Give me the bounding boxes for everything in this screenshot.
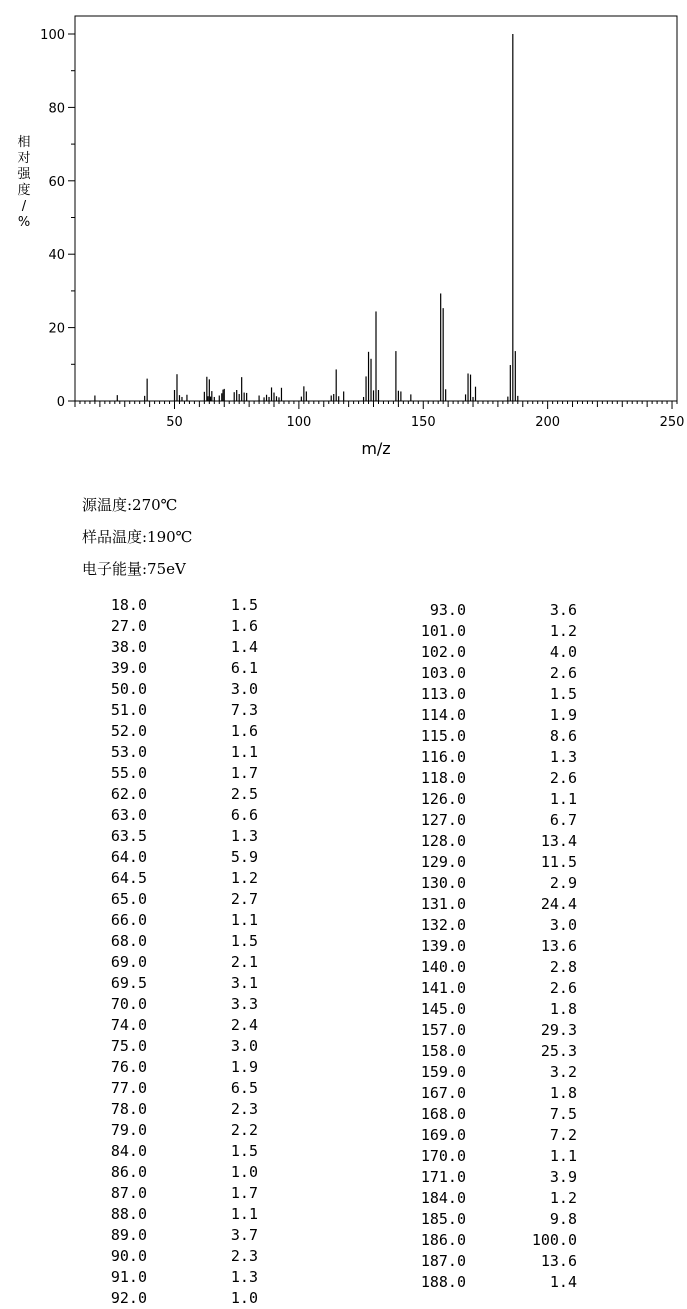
peak-mz: 141.0 [420, 979, 466, 997]
peak-intensity: 3.0 [549, 916, 577, 934]
peak-mz: 66.0 [110, 911, 147, 929]
peak-mz: 63.5 [110, 827, 147, 845]
peak-mz: 185.0 [420, 1210, 466, 1228]
peak-mz: 18.0 [110, 596, 147, 614]
peak-mz: 171.0 [420, 1168, 466, 1186]
peak-mz: 52.0 [110, 722, 147, 740]
peak-intensity: 1.1 [230, 1205, 258, 1223]
peak-mz: 86.0 [110, 1163, 147, 1181]
peak-mz: 145.0 [420, 1000, 466, 1018]
peak-mz: 140.0 [420, 958, 466, 976]
peak-mz: 84.0 [110, 1142, 147, 1160]
y-tick-label: 0 [56, 395, 65, 410]
peak-mz: 101.0 [420, 622, 466, 640]
peak-intensity: 1.3 [549, 748, 577, 766]
peak-intensity: 5.9 [230, 848, 258, 866]
x-tick-label: 50 [166, 415, 183, 430]
peak-mz: 103.0 [420, 664, 466, 682]
electron-energy: 电子能量:75eV [82, 560, 186, 578]
peak-intensity: 1.5 [230, 932, 258, 950]
peak-mz: 69.5 [110, 974, 147, 992]
peak-intensity: 2.6 [549, 769, 577, 787]
peak-mz: 70.0 [110, 995, 147, 1013]
peak-intensity: 3.2 [549, 1063, 577, 1081]
peak-mz: 76.0 [110, 1058, 147, 1076]
peak-mz: 116.0 [420, 748, 466, 766]
peak-mz: 118.0 [420, 769, 466, 787]
peak-mz: 128.0 [420, 832, 466, 850]
x-tick-label: 100 [286, 415, 312, 430]
peak-intensity: 25.3 [540, 1042, 577, 1060]
y-axis-label [17, 134, 31, 230]
peak-mz: 169.0 [420, 1126, 466, 1144]
peak-mz: 130.0 [420, 874, 466, 892]
peak-intensity: 6.1 [230, 659, 258, 677]
peak-intensity: 1.5 [230, 1142, 258, 1160]
peak-mz: 77.0 [110, 1079, 147, 1097]
tick-labels [40, 28, 684, 430]
peak-intensity: 1.8 [549, 1084, 577, 1102]
peak-mz: 65.0 [110, 890, 147, 908]
peak-mz: 91.0 [110, 1268, 147, 1286]
peak-mz: 184.0 [420, 1189, 466, 1207]
peak-intensity: 1.1 [549, 790, 577, 808]
peak-mz: 139.0 [420, 937, 466, 955]
peak-intensity: 6.5 [230, 1079, 258, 1097]
peak-intensity: 1.0 [230, 1289, 258, 1307]
peak-mz: 129.0 [420, 853, 466, 871]
peak-intensity: 6.7 [549, 811, 577, 829]
peak-mz: 87.0 [110, 1184, 147, 1202]
peak-mz: 167.0 [420, 1084, 466, 1102]
peak-intensity: 4.0 [549, 643, 577, 661]
peak-intensity: 1.1 [549, 1147, 577, 1165]
peak-intensity: 1.9 [549, 706, 577, 724]
peak-intensity: 3.0 [230, 1037, 258, 1055]
peak-intensity: 1.2 [230, 869, 258, 887]
peak-mz: 127.0 [420, 811, 466, 829]
y-tick-label: 60 [48, 174, 65, 190]
peak-mz: 50.0 [110, 680, 147, 698]
peak-mz: 75.0 [110, 1037, 147, 1055]
peak-mz: 39.0 [110, 659, 147, 677]
peak-mz: 126.0 [420, 790, 466, 808]
mass-spectrum-chart [0, 0, 687, 470]
peak-mz: 74.0 [110, 1016, 147, 1034]
sample-temperature: 样品温度:190℃ [82, 528, 193, 546]
peak-intensity: 1.4 [549, 1273, 577, 1291]
peak-intensity: 24.4 [540, 895, 577, 913]
peak-mz: 157.0 [420, 1021, 466, 1039]
peak-mz: 51.0 [110, 701, 147, 719]
x-axis-label: m/z [361, 439, 391, 458]
peak-mz: 79.0 [110, 1121, 147, 1139]
y-axis-label-char: 度 [17, 183, 31, 198]
peak-mz: 62.0 [110, 785, 147, 803]
peak-mz: 38.0 [110, 638, 147, 656]
peak-intensity: 1.9 [230, 1058, 258, 1076]
peak-intensity: 2.8 [549, 958, 577, 976]
peak-mz: 188.0 [420, 1273, 466, 1291]
peak-intensity: 2.9 [549, 874, 577, 892]
peak-mz: 88.0 [110, 1205, 147, 1223]
x-tick-label: 200 [535, 415, 561, 430]
peak-intensity: 2.7 [230, 890, 258, 908]
peak-intensity: 100.0 [531, 1231, 577, 1249]
peak-intensity: 8.6 [549, 727, 577, 745]
peak-mz: 55.0 [110, 764, 147, 782]
peak-intensity: 6.6 [230, 806, 258, 824]
y-axis-label-char: 强 [17, 167, 31, 182]
peak-intensity: 9.8 [549, 1210, 577, 1228]
peak-intensity: 2.3 [230, 1100, 258, 1118]
peak-mz: 93.0 [429, 601, 466, 619]
peak-intensity: 3.7 [230, 1226, 258, 1244]
peak-intensity: 2.6 [549, 979, 577, 997]
y-tick-label: 20 [48, 321, 65, 337]
y-tick-label: 100 [40, 28, 65, 43]
peak-intensity: 1.2 [549, 1189, 577, 1207]
source-temperature: 源温度:270℃ [82, 496, 178, 514]
peak-intensity: 3.1 [230, 974, 258, 992]
peak-intensity: 1.7 [230, 764, 258, 782]
axis-ticks [68, 34, 677, 409]
x-tick-label: 150 [410, 415, 436, 430]
peak-mz: 90.0 [110, 1247, 147, 1265]
peak-intensity: 1.1 [230, 911, 258, 929]
y-axis-label-char: 相 [17, 135, 31, 150]
peak-intensity: 7.5 [549, 1105, 577, 1123]
peak-intensity: 1.0 [230, 1163, 258, 1181]
peak-mz: 69.0 [110, 953, 147, 971]
peak-intensity: 1.6 [230, 617, 258, 635]
y-axis-label-char: % [17, 215, 31, 230]
peak-intensity: 2.5 [230, 785, 258, 803]
peak-mz: 27.0 [110, 617, 147, 635]
peak-intensity: 13.6 [540, 1252, 577, 1270]
peak-mz: 64.0 [110, 848, 147, 866]
peak-mz: 187.0 [420, 1252, 466, 1270]
peak-intensity: 3.6 [549, 601, 577, 619]
peak-mz: 63.0 [110, 806, 147, 824]
peak-intensity: 1.4 [230, 638, 258, 656]
peak-mz: 78.0 [110, 1100, 147, 1118]
peak-mz: 159.0 [420, 1063, 466, 1081]
peak-mz: 158.0 [420, 1042, 466, 1060]
peak-mz: 132.0 [420, 916, 466, 934]
y-axis-label-char: 对 [17, 151, 31, 166]
peak-intensity: 13.4 [540, 832, 577, 850]
peak-mz: 170.0 [420, 1147, 466, 1165]
peak-intensity: 3.0 [230, 680, 258, 698]
peak-intensity: 29.3 [540, 1021, 577, 1039]
peak-mz: 102.0 [420, 643, 466, 661]
peak-mz: 115.0 [420, 727, 466, 745]
peak-mz: 89.0 [110, 1226, 147, 1244]
peak-mz: 64.5 [110, 869, 147, 887]
peak-intensity: 11.5 [540, 853, 577, 871]
peak-intensity: 7.2 [549, 1126, 577, 1144]
peak-intensity: 1.7 [230, 1184, 258, 1202]
spectrum-peaks [95, 34, 518, 401]
peak-mz: 53.0 [110, 743, 147, 761]
peak-intensity: 2.1 [230, 953, 258, 971]
peak-intensity: 1.3 [230, 1268, 258, 1286]
peak-mz: 113.0 [420, 685, 466, 703]
peak-mz: 131.0 [420, 895, 466, 913]
peak-mz: 92.0 [110, 1289, 147, 1307]
peak-intensity: 2.3 [230, 1247, 258, 1265]
peak-intensity: 1.6 [230, 722, 258, 740]
peak-intensity: 13.6 [540, 937, 577, 955]
peak-intensity: 3.9 [549, 1168, 577, 1186]
peak-intensity: 1.5 [230, 596, 258, 614]
y-tick-label: 80 [48, 101, 65, 117]
x-tick-label: 250 [659, 415, 685, 430]
peak-mz: 114.0 [420, 706, 466, 724]
peak-mz: 68.0 [110, 932, 147, 950]
peak-intensity: 1.2 [549, 622, 577, 640]
peak-intensity: 1.5 [549, 685, 577, 703]
peak-intensity: 2.2 [230, 1121, 258, 1139]
peak-intensity: 1.3 [230, 827, 258, 845]
peak-intensity: 2.4 [230, 1016, 258, 1034]
peak-intensity: 7.3 [230, 701, 258, 719]
peak-intensity: 2.6 [549, 664, 577, 682]
peak-mz: 168.0 [420, 1105, 466, 1123]
peak-intensity: 1.1 [230, 743, 258, 761]
peak-intensity: 1.8 [549, 1000, 577, 1018]
peak-intensity: 3.3 [230, 995, 258, 1013]
y-axis-label-char: / [21, 199, 27, 214]
peak-mz: 186.0 [420, 1231, 466, 1249]
y-tick-label: 40 [48, 248, 65, 264]
